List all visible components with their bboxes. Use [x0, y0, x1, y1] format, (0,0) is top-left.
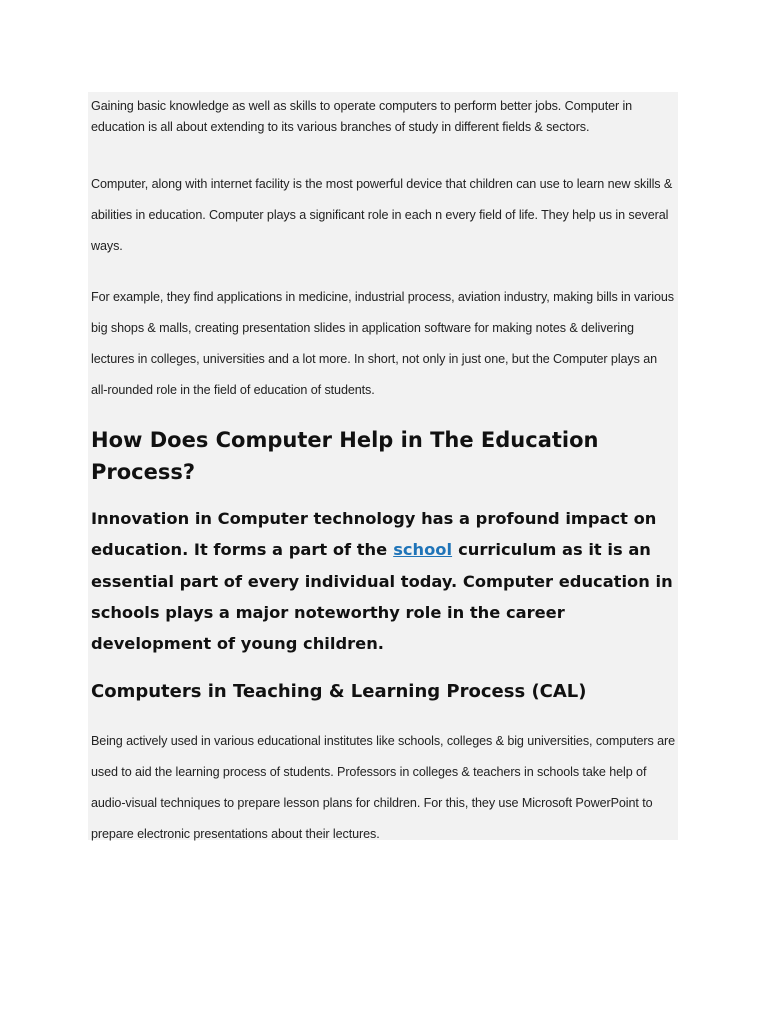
- cal-paragraph: Being actively used in various educational institutes like schools, colleges & big universities, computers are used to aid the learning process of students. Professors in colleges & teachers in schools take help of audio-visual techniques to prepare lesson plans for children. For this, they use Microsoft PowerPoint to prepare electronic presentations about their lectures.: [91, 734, 676, 841]
- lead-text-after-link: curriculum as it is an essential part of every individual today. Computer education in schools plays a major noteworthy role in the career development of young children.: [91, 540, 673, 654]
- school-link[interactable]: school: [393, 540, 453, 560]
- applications-paragraph: For example, they find applications in medicine, industrial process, aviation industry, making bills in various big shops & malls, creating presentation slides in application software for making notes & delivering lectures in colleges, universities and a lot more. In short, not only in just one, but the Computer plays an all-rounded role in the field of education of students.: [91, 290, 674, 397]
- lead-text-before-link: Innovation in Computer technology has a profound impact on education. It forms a part of the: [91, 509, 657, 560]
- cal-heading: Computers in Teaching & Learning Process (CAL): [91, 681, 587, 702]
- internet-paragraph: Computer, along with internet facility is the most powerful device that children can use to learn new skills & abilities in education. Computer plays a significant role in each n every field of life. They help us in several ways.: [91, 177, 673, 253]
- education-process-heading: How Does Computer Help in The Education Process?: [91, 428, 599, 484]
- intro-paragraph: Gaining basic knowledge as well as skills to operate computers to perform better jobs. Computer in education is all about extending to its various branches of study in different fields & sectors.: [91, 99, 633, 134]
- innovation-lead-paragraph: [91, 503, 679, 659]
- article-content: [88, 92, 678, 840]
